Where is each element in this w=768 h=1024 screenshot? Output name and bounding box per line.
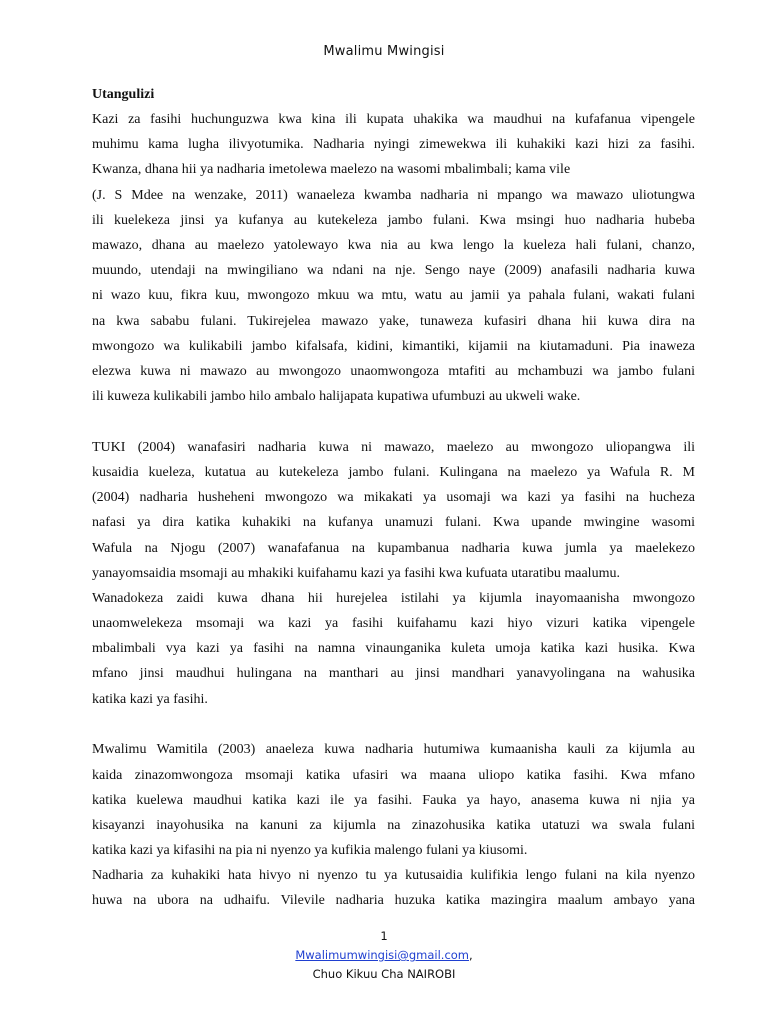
text-line: huwa na ubora na udhaifu. Vilevile nadharia huzuka katika mazingira maalum ambayo yana <box>92 893 695 909</box>
text-line: nafasi ya dira katika kuhakiki na kufanya unamuzi fulani. Kwa upande mwingine wasomi <box>92 515 695 531</box>
section-heading: Utangulizi <box>92 87 155 102</box>
text-line: Wanadokeza zaidi kuwa dhana hii hurejelea istilahi ya kijumla inayomaanisha mwongozo <box>92 590 695 606</box>
footer-email-row <box>0 948 768 962</box>
email-suffix: , <box>469 948 473 962</box>
paragraph <box>92 107 695 409</box>
footer-organization: Chuo Kikuu Cha NAIROBI <box>312 967 456 981</box>
email-link[interactable]: Mwalimumwingisi@gmail.com <box>295 948 470 962</box>
text-line: muhimu kama lugha ilivyotumika. Nadharia nyingi zimewekwa ili kuhakiki kazi hizi za fasihi. <box>92 137 695 153</box>
text-line: mwongozo wa kulikabili jambo kifalsafa, kidini, kimantiki, kijamii na kiutamaduni. Pia inaweza <box>92 338 695 354</box>
text-line: katika kuelewa maudhui katika kazi ile ya fasihi. Fauka ya hayo, anasema kuwa ni njia ya <box>92 792 695 808</box>
paragraph <box>92 737 695 863</box>
text-line: ili kuweza kulikabili jambo hilo ambalo halijapata kupatiwa ufumbuzi au ukweli wake. <box>92 389 581 405</box>
text-line: katika kazi ya fasihi. <box>92 691 208 707</box>
text-line: mbalimbali vya kazi ya fasihi na namna vinaunganika kuleta umoja katika kazi husika. Kwa <box>92 641 695 657</box>
text-line: Mwalimu Wamitila (2003) anaeleza kuwa nadharia hutumiwa kumaanisha kauli za kijumla au <box>92 742 695 758</box>
text-line: kusaidia kueleza, kutatua au kutekeleza jambo fulani. Kulingana na maelezo ya Wafula R. M <box>92 464 695 480</box>
text-line: unaomwelekeza msomaji wa kazi ya fasihi kuifahamu kazi hiyo vizuri katika vipengele <box>92 616 695 632</box>
text-line: Kazi za fasihi huchunguzwa kwa kina ili kupata uhakika wa maudhui na kufafanua vipengele <box>92 112 695 127</box>
text-line: mfano jinsi maudhui hulingana na manthari au jinsi mandhari yanavyolingana na wahusika <box>92 666 695 682</box>
paragraph <box>92 863 695 913</box>
text-line: Wafula na Njogu (2007) wanafafanua na kupambanua nadharia kuwa jumla ya maelekezo <box>92 540 695 556</box>
text-line: kaida zinazomwongoza msomaji katika ufasiri wa maana uliopo katika fasihi. Kwa mfano <box>92 767 695 783</box>
text-line: elezwa kuwa ni mawazo au mwongozo unaomwongoza mtafiti au mchambuzi wa jambo fulani <box>92 363 695 379</box>
text-line: Nadharia za kuhakiki hata hivyo ni nyenzo tu ya kutusaidia kulifikia lengo fulani na kila nyenzo <box>92 868 695 884</box>
paragraph <box>92 586 695 712</box>
page-number: 1 <box>380 929 388 943</box>
text-line: (J. S Mdee na wenzake, 2011) wanaeleza kwamba nadharia ni mpango wa mawazo uliotungwa <box>92 187 695 203</box>
text-line: TUKI (2004) wanafasiri nadharia kuwa ni mawazo, maelezo au mwongozo uliopangwa ili <box>92 439 695 455</box>
page-header-title: Mwalimu Mwingisi <box>323 44 445 59</box>
text-line: katika kazi ya kifasihi na pia ni nyenzo ya kufikia malengo fulani ya kiusomi. <box>92 843 528 859</box>
text-line: ili kuelekeza jinsi ya kufanya au kutekeleza jambo fulani. Kwa msingi huo nadharia hubeba <box>92 212 695 228</box>
paragraph <box>92 435 695 586</box>
document-body <box>92 82 695 914</box>
text-line: Kwanza, dhana hii ya nadharia imetolewa maelezo na wasomi mbalimbali; kama vile <box>92 162 571 178</box>
text-line: muundo, utendaji na mwingiliano wa ndani na nje. Sengo naye (2009) anafasili nadharia kuwa <box>92 263 695 279</box>
text-line: na kwa sababu fulani. Tukirejelea mawazo yake, tunaweza kufasiri dhana hii kuwa dira na <box>92 313 695 329</box>
text-line: yanayomsaidia msomaji au mhakiki kuifahamu kazi ya fasihi kwa kufuata utaratibu maalumu. <box>92 565 620 581</box>
text-line: (2004) nadharia husheheni mwongozo wa mikakati ya usomaji wa kazi ya fasihi na hucheza <box>92 490 695 506</box>
text-line: ni wazo kuu, fikra kuu, mwongozo mkuu wa mtu, watu au jamii ya pahala fulani, wakati fulani <box>92 288 695 304</box>
text-line: mawazo, dhana au maelezo yatolewayo kwa nia au kwa lengo la kueleza hali fulani, chanzo, <box>92 237 695 253</box>
text-line: kisayanzi inayohusika na kanuni za kijumla na zinazohusika katika utatuzi wa swala fulani <box>92 817 695 833</box>
